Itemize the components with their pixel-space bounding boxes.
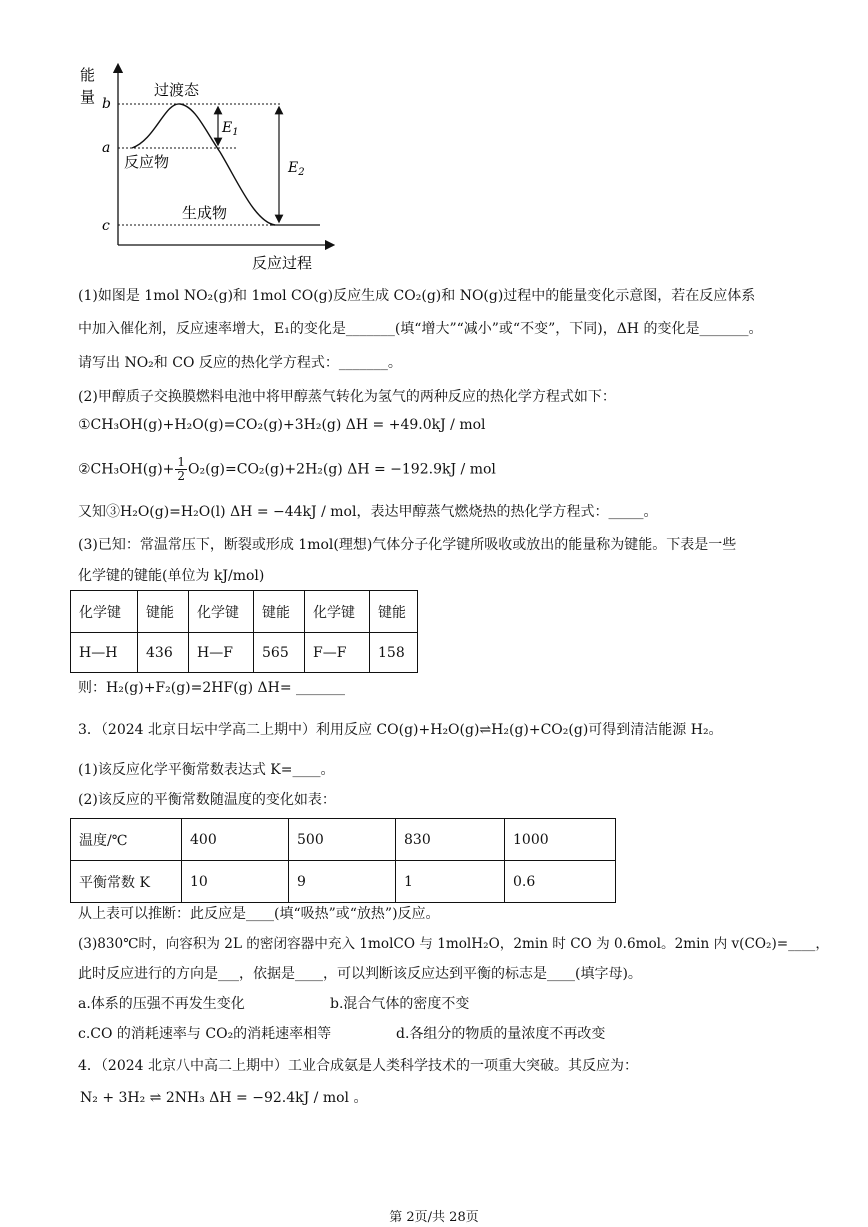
energy-diagram bbox=[70, 60, 340, 275]
q3-p3-line2: 此时反应进行的方向是___，依据是____，可以判断该反应达到平衡的标志是____(填字母)。 bbox=[78, 966, 642, 982]
y-axis-label-1: 能 bbox=[80, 66, 96, 84]
page-footer: 第 2页/共 28页 bbox=[389, 1210, 479, 1225]
reactants-label: 反应物 bbox=[124, 153, 170, 171]
table-cell: 830 bbox=[396, 819, 505, 861]
q2-p1-line1: (1)如图是 1mol NO₂(g)和 1mol CO(g)反应生成 CO₂(g)和 NO(g)过程中的能量变化示意图，若在反应体系 bbox=[78, 288, 756, 304]
table-cell: 键能 bbox=[254, 591, 305, 633]
table-cell: 0.6 bbox=[505, 861, 616, 903]
table-cell: 1000 bbox=[505, 819, 616, 861]
q2-p1-line2: 中加入催化剂，反应速率增大，E₁的变化是_______(填“增大”“减小”或“不变”，下同)，ΔH 的变化是_______。 bbox=[78, 321, 763, 337]
table-cell: 9 bbox=[289, 861, 396, 903]
table-cell: 化学键 bbox=[189, 591, 254, 633]
q2-p1-line3: 请写出 NO₂和 CO 反应的热化学方程式：_______。 bbox=[78, 355, 402, 371]
q4-title: 4．（2024 北京八中高二上期中）工业合成氨是人类科学技术的一项重大突破。其反应为： bbox=[78, 1058, 638, 1074]
q4-equation: N₂ + 3H₂ ⇌ 2NH₃ ΔH = −92.4kJ / mol 。 bbox=[80, 1090, 368, 1106]
x-axis-label: 反应过程 bbox=[252, 254, 313, 272]
q2-p3-ask: 则：H₂(g)+F₂(g)=2HF(g) ΔH= _______ bbox=[78, 680, 346, 696]
q3-p1: (1)该反应化学平衡常数表达式 K=____。 bbox=[78, 762, 335, 778]
table-cell: 565 bbox=[254, 633, 305, 673]
table-cell: H—H bbox=[71, 633, 138, 673]
q3-option-d: d.各组分的物质的量浓度不再改变 bbox=[396, 1026, 606, 1042]
q3-title: 3．（2024 北京日坛中学高二上期中）利用反应 CO(g)+H₂O(g)⇌H₂(g)+CO₂(g)可得到清洁能源 H₂。 bbox=[78, 722, 723, 738]
table-cell: 10 bbox=[182, 861, 289, 903]
table-cell: F—F bbox=[305, 633, 370, 673]
table-cell: 436 bbox=[138, 633, 189, 673]
q3-option-a: a.体系的压强不再发生变化 bbox=[78, 996, 245, 1012]
table-row bbox=[71, 633, 418, 673]
q3-p2-infer: 从上表可以推断：此反应是____(填“吸热”或“放热”)反应。 bbox=[78, 906, 440, 922]
equilibrium-constant-table bbox=[70, 818, 616, 903]
table-cell: 化学键 bbox=[305, 591, 370, 633]
y-axis-label-2: 量 bbox=[80, 88, 96, 106]
e1-label: $E_1$ bbox=[222, 120, 239, 138]
q2-p3-line1: (3)已知：常温常压下，断裂或形成 1mol(理想)气体分子化学键所吸收或放出的能量称为键能。下表是一些 bbox=[78, 537, 737, 553]
q3-p2: (2)该反应的平衡常数随温度的变化如表： bbox=[78, 792, 336, 808]
q2-p3-line2: 化学键的键能(单位为 kJ/mol) bbox=[78, 568, 265, 584]
table-row bbox=[71, 591, 418, 633]
level-b-label: b bbox=[102, 96, 111, 112]
table-cell: 平衡常数 K bbox=[71, 861, 182, 903]
q2-eq3: 又知③H₂O(g)=H₂O(l) ΔH = −44kJ / mol，表达甲醇蒸气燃烧热的热化学方程式：_____。 bbox=[78, 504, 658, 520]
q3-option-b: b.混合气体的密度不变 bbox=[330, 996, 470, 1012]
table-cell: 键能 bbox=[138, 591, 189, 633]
table-cell: H—F bbox=[189, 633, 254, 673]
table-cell: 键能 bbox=[370, 591, 418, 633]
level-a-label: a bbox=[102, 140, 111, 156]
table-cell: 500 bbox=[289, 819, 396, 861]
level-c-label: c bbox=[102, 218, 110, 234]
table-cell: 温度/℃ bbox=[71, 819, 182, 861]
e2-label: $E_2$ bbox=[288, 160, 305, 178]
products-label: 生成物 bbox=[182, 204, 228, 222]
transition-state-label: 过渡态 bbox=[154, 81, 200, 99]
table-row bbox=[71, 819, 616, 861]
q3-option-c: c.CO 的消耗速率与 CO₂的消耗速率相等 bbox=[78, 1026, 332, 1042]
table-cell: 1 bbox=[396, 861, 505, 903]
q2-eq1: ①CH₃OH(g)+H₂O(g)=CO₂(g)+3H₂(g) ΔH = +49.0kJ / mol bbox=[78, 417, 486, 433]
table-cell: 158 bbox=[370, 633, 418, 673]
q2-p2-intro: (2)甲醇质子交换膜燃料电池中将甲醇蒸气转化为氢气的两种反应的热化学方程式如下： bbox=[78, 389, 616, 405]
table-row bbox=[71, 861, 616, 903]
q2-eq2 bbox=[78, 456, 496, 483]
q3-p3-line1: (3)830℃时，向容积为 2L 的密闭容器中充入 1molCO 与 1molH₂O，2min 时 CO 为 0.6mol。2min 内 v(CO₂)=____， bbox=[78, 936, 829, 952]
q2-eq2-part-b: O₂(g)=CO₂(g)+2H₂(g) ΔH = −192.9kJ / mol bbox=[188, 461, 496, 478]
table-cell: 化学键 bbox=[71, 591, 138, 633]
table-cell: 400 bbox=[182, 819, 289, 861]
fraction-half: $\frac{1}{2}$ bbox=[177, 455, 186, 483]
q2-eq2-part-a: ②CH₃OH(g)+ bbox=[78, 461, 175, 478]
bond-energy-table bbox=[70, 590, 418, 673]
